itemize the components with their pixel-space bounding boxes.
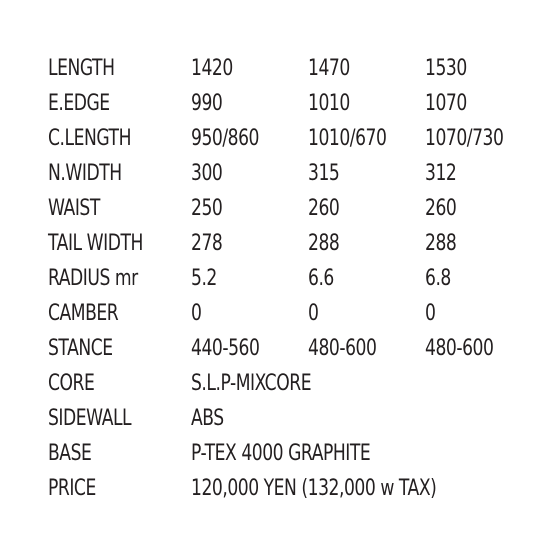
- spec-value: 1530: [425, 56, 467, 81]
- spec-row-waist: [48, 191, 528, 226]
- spec-label: BASE: [48, 441, 92, 466]
- spec-value: 312: [425, 161, 457, 186]
- spec-value: 260: [308, 196, 340, 221]
- spec-value: ABS: [191, 406, 224, 431]
- spec-value: 0: [425, 301, 436, 326]
- spec-row-base: [48, 436, 528, 471]
- spec-value: 480-600: [308, 336, 377, 361]
- spec-value: 990: [191, 91, 223, 116]
- spec-value: 315: [308, 161, 340, 186]
- spec-label: SIDEWALL: [48, 406, 132, 431]
- spec-label: CORE: [48, 371, 95, 396]
- spec-label: RADIUS mr: [48, 266, 138, 291]
- spec-value: 300: [191, 161, 223, 186]
- spec-value: 1010: [308, 91, 350, 116]
- spec-row-sidewall: [48, 401, 528, 436]
- spec-row-radius: [48, 261, 528, 296]
- spec-row-tail-width: [48, 226, 528, 261]
- spec-value: 288: [308, 231, 340, 256]
- spec-value: 950/860: [191, 126, 260, 151]
- spec-value: 5.2: [191, 266, 217, 291]
- spec-row-length: [48, 51, 528, 86]
- spec-label: C.LENGTH: [48, 126, 132, 151]
- spec-value: 288: [425, 231, 457, 256]
- spec-value: 250: [191, 196, 223, 221]
- spec-row-e-edge: [48, 86, 528, 121]
- spec-label: LENGTH: [48, 56, 115, 81]
- spec-value: 1470: [308, 56, 350, 81]
- spec-value: P-TEX 4000 GRAPHITE: [191, 441, 371, 466]
- spec-row-stance: [48, 331, 528, 366]
- spec-value: 6.8: [425, 266, 451, 291]
- spec-value: 1420: [191, 56, 233, 81]
- spec-label: E.EDGE: [48, 91, 110, 116]
- spec-value: 1010/670: [308, 126, 387, 151]
- spec-row-camber: [48, 296, 528, 331]
- spec-value: 0: [191, 301, 202, 326]
- spec-value: 480-600: [425, 336, 494, 361]
- spec-value: 6.6: [308, 266, 334, 291]
- spec-table: [48, 51, 528, 506]
- spec-row-n-width: [48, 156, 528, 191]
- spec-value: 120,000 YEN (132,000 w TAX): [191, 476, 437, 501]
- spec-label: TAIL WIDTH: [48, 231, 143, 256]
- spec-row-c-length: [48, 121, 528, 156]
- spec-value: 1070: [425, 91, 467, 116]
- spec-row-price: [48, 471, 528, 506]
- spec-label: WAIST: [48, 196, 100, 221]
- spec-label: N.WIDTH: [48, 161, 122, 186]
- spec-label: PRICE: [48, 476, 96, 501]
- spec-label: CAMBER: [48, 301, 119, 326]
- spec-value: 440-560: [191, 336, 260, 361]
- spec-value: 0: [308, 301, 319, 326]
- spec-value: 278: [191, 231, 223, 256]
- spec-value: S.L.P-MIXCORE: [191, 371, 312, 396]
- spec-label: STANCE: [48, 336, 113, 361]
- spec-value: 260: [425, 196, 457, 221]
- spec-value: 1070/730: [425, 126, 504, 151]
- spec-row-core: [48, 366, 528, 401]
